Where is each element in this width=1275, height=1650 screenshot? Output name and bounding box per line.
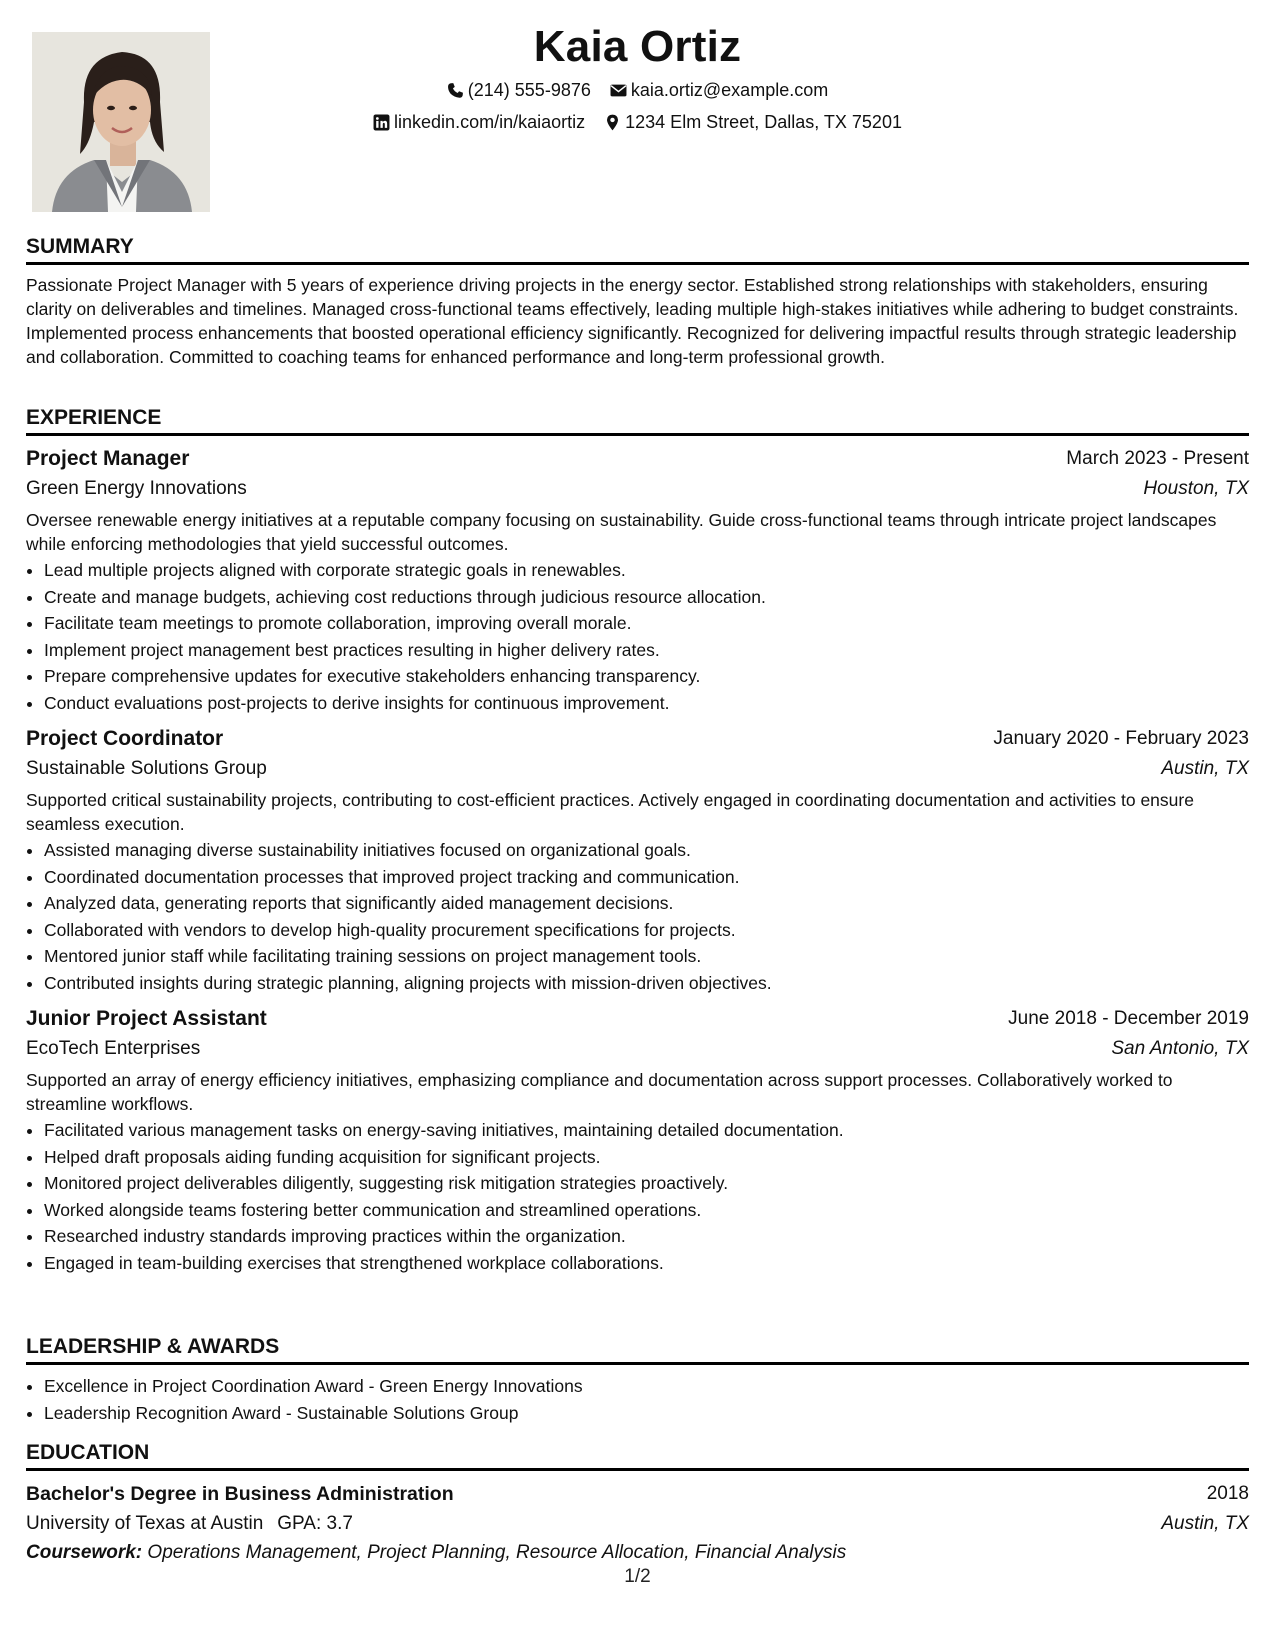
list-item: • Facilitated various management tasks on energy-saving initiatives, maintaining detailed documentation. [44,1117,1249,1144]
job-location: San Antonio, TX [1111,1038,1249,1059]
job-description: Oversee renewable energy initiatives at a reputable company focusing on sustainability. Guide cross-functional teams through intricate project landscapes while enforcing methodologies that yield successful outcomes. [26,510,1217,554]
page-number: 1/2 [624,1566,651,1587]
job-bullets [26,557,1249,716]
graduation-year: 2018 [1206,1483,1249,1504]
coursework-label: Coursework: [26,1542,143,1563]
job-location: Houston, TX [1143,478,1249,499]
list-item: • Contributed insights during strategic planning, aligning projects with mission-driven objectives. [44,970,1249,997]
job-description: Supported critical sustainability projects, contributing to cost-efficient practices. Actively engaged in coordinating documentation and activities to ensure seamless execution. [26,790,1194,834]
list-item: • Collaborated with vendors to develop high-quality procurement specifications for projects. [44,917,1249,944]
list-item: • Lead multiple projects aligned with corporate strategic goals in renewables. [44,557,1249,584]
resume-page [26,0,1249,1650]
list-item: • Create and manage budgets, achieving cost reductions through judicious resource allocation. [44,584,1249,611]
gpa: GPA: 3.7 [277,1513,353,1534]
location-pin-icon [604,114,621,131]
list-item: • Engaged in team-building exercises that strengthened workplace collaborations. [44,1250,1249,1277]
job-dates: January 2020 - February 2023 [993,728,1249,749]
list-item: • Analyzed data, generating reports that significantly aided management decisions. [44,890,1249,917]
linkedin-text: linkedin.com/in/kaiaortiz [394,112,586,132]
job-entry [26,444,1249,716]
job-bullets [26,1117,1249,1276]
address-text: 1234 Elm Street, Dallas, TX 75201 [625,112,902,132]
job-location: Austin, TX [1161,758,1249,779]
company-name: EcoTech Enterprises [26,1038,201,1059]
company-name: Green Energy Innovations [26,478,247,499]
job-dates: March 2023 - Present [1066,448,1249,469]
list-item: • Implement project management best practices resulting in higher delivery rates. [44,637,1249,664]
phone-icon [447,82,464,99]
list-item: • Worked alongside teams fostering better communication and streamlined operations. [44,1197,1249,1224]
summary-section [26,232,1249,369]
list-item: • Researched industry standards improving practices within the organization. [44,1223,1249,1250]
summary-text: Passionate Project Manager with 5 years of experience driving projects in the energy sector. Established strong relationships with stakeholders, ensuring clarity on deliverables and timelines. Managed cross-functional teams effectively, leading multiple high-stakes initiatives while adhering to budget constraints. Implemented process enhancements that boosted operational efficiency significantly. Recognized for delivering impactful results through strategic leadership and collaboration. Committed to coaching teams for enhanced performance and long-term professional growth. [26,275,1239,367]
coursework-text: Operations Management, Project Planning, Resource Allocation, Financial Analysis [147,1542,847,1563]
company-name: Sustainable Solutions Group [26,758,267,779]
job-description: Supported an array of energy efficiency initiatives, emphasizing compliance and documentation across support processes. Collaboratively worked to streamline workflows. [26,1070,1173,1114]
leadership-section [26,1332,1249,1426]
school-location: Austin, TX [1161,1513,1249,1534]
linkedin-icon [373,114,390,131]
email-contact[interactable] [610,80,828,101]
phone-text: (214) 555-9876 [467,80,591,100]
list-item: • Helped draft proposals aiding funding acquisition for significant projects. [44,1144,1249,1171]
education-section [26,1438,1249,1567]
job-entry [26,1004,1249,1276]
section-heading: EDUCATION [26,1438,1249,1471]
list-item: • Conduct evaluations post-projects to derive insights for continuous improvement. [44,690,1249,717]
list-item: • Mentored junior staff while facilitating training sessions on project management tools. [44,943,1249,970]
list-item: • Monitored project deliverables diligently, suggesting risk mitigation strategies proactively. [44,1170,1249,1197]
experience-section [26,403,1249,1284]
list-item: • Leadership Recognition Award - Sustainable Solutions Group [44,1400,1249,1427]
section-heading: LEADERSHIP & AWARDS [26,1332,1249,1365]
job-title: Junior Project Assistant [26,1007,267,1030]
list-item: • Facilitate team meetings to promote collaboration, improving overall morale. [44,610,1249,637]
school-name: University of Texas at Austin [26,1513,264,1534]
job-dates: June 2018 - December 2019 [1008,1008,1249,1029]
linkedin-contact[interactable] [373,112,585,133]
address-contact [604,112,902,133]
candidate-name: Kaia Ortiz [533,22,742,71]
degree-title: Bachelor's Degree in Business Administration [26,1483,454,1505]
list-item: • Coordinated documentation processes that improved project tracking and communication. [44,864,1249,891]
job-title: Project Manager [26,447,190,470]
job-entry [26,724,1249,996]
section-heading: SUMMARY [26,232,1249,265]
job-title: Project Coordinator [26,727,224,750]
coursework [26,1539,1249,1567]
job-bullets [26,837,1249,996]
list-item: • Assisted managing diverse sustainability initiatives focused on organizational goals. [44,837,1249,864]
contact-row-2 [26,112,1249,136]
envelope-icon [610,82,627,99]
list-item: • Prepare comprehensive updates for executive stakeholders enhancing transparency. [44,663,1249,690]
email-text: kaia.ortiz@example.com [630,80,829,100]
section-heading: EXPERIENCE [26,403,1249,436]
list-item: • Excellence in Project Coordination Award - Green Energy Innovations [44,1373,1249,1400]
awards-list [26,1373,1249,1426]
contact-row-1 [26,80,1249,104]
phone-contact[interactable] [447,80,591,101]
